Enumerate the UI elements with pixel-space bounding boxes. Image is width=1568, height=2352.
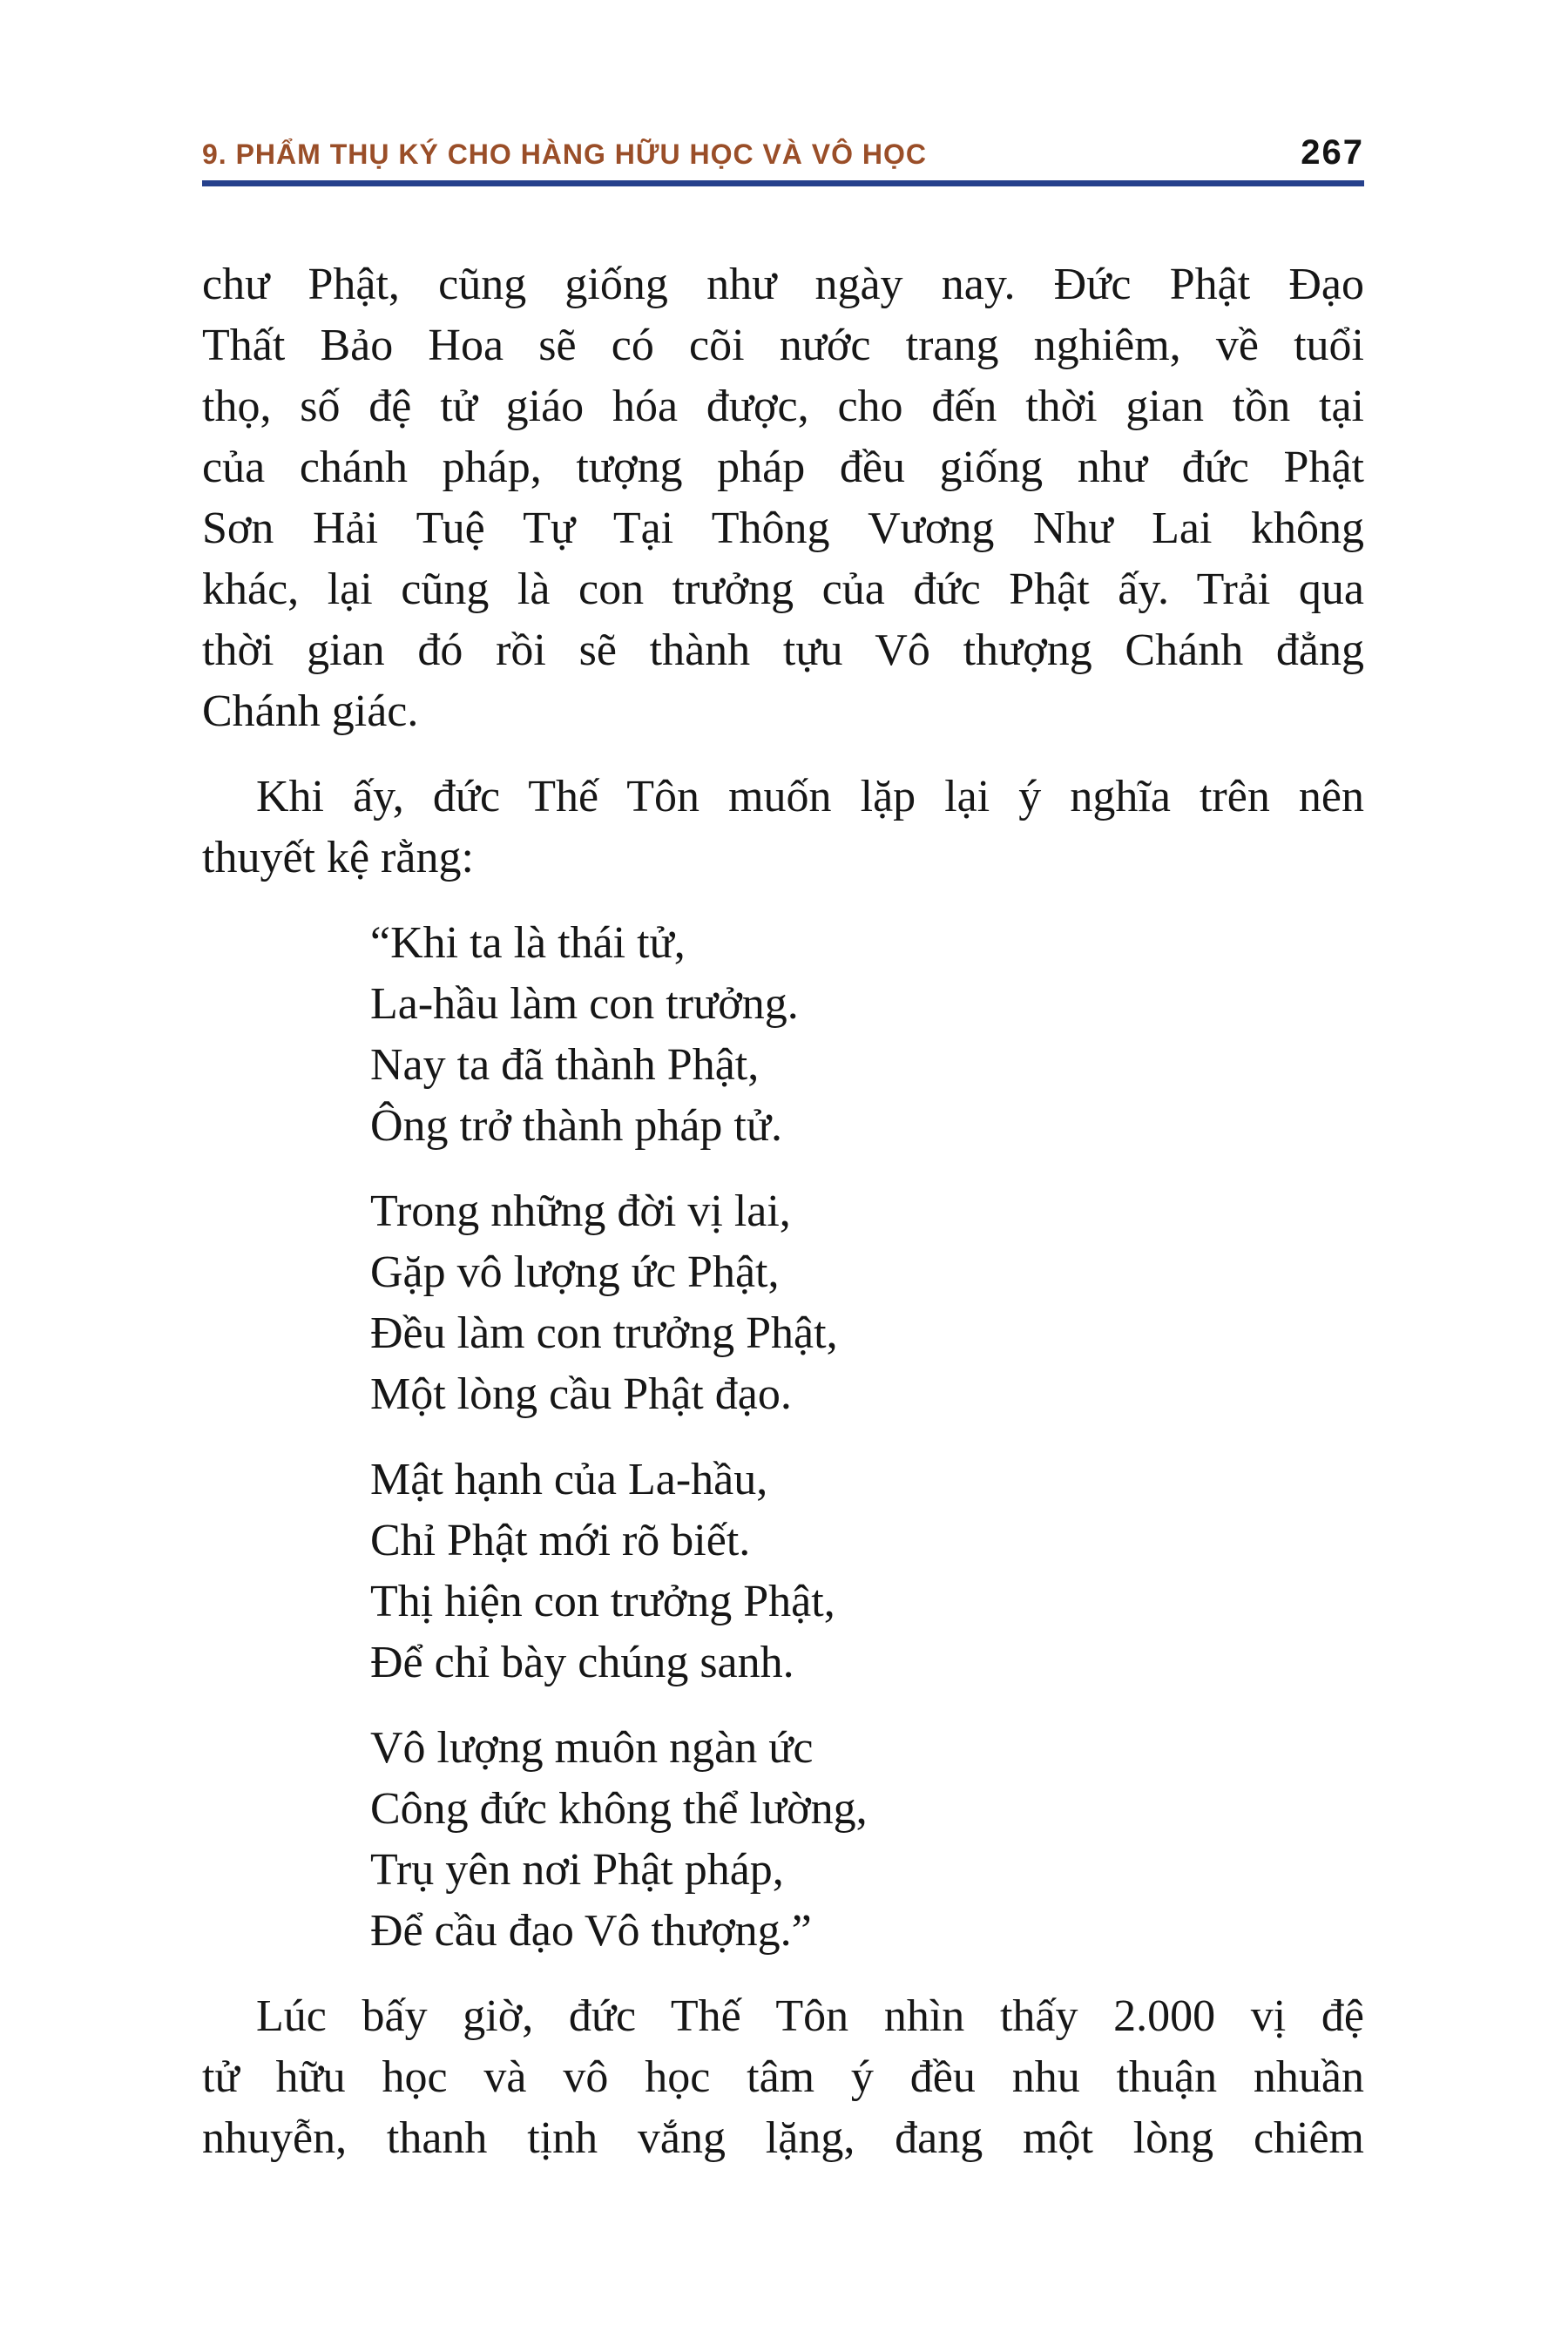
body-line: Khi ấy, đức Thế Tôn muốn lặp lại ý nghĩa trên nên (256, 772, 1364, 821)
verse-stanza-4 (370, 1718, 1364, 1962)
verse-line: “Khi ta là thái tử, (370, 918, 686, 968)
verse-line: Mật hạnh của La-hầu, (370, 1455, 768, 1504)
body-line: khác, lại cũng là con trưởng của đức Phật ấy. Trải qua (202, 564, 1364, 614)
body-line: Lúc bấy giờ, đức Thế Tôn nhìn thấy 2.000 vị đệ (256, 1991, 1364, 2041)
page-number: 267 (1301, 133, 1364, 172)
body-line: nhuyễn, thanh tịnh vắng lặng, đang một lòng chiêm (202, 2113, 1364, 2163)
body-line: Chánh giác. (202, 686, 419, 736)
body-line: thuyết kệ rằng: (202, 833, 474, 882)
body-line: chư Phật, cũng giống như ngày nay. Đức Phật Đạo (202, 260, 1364, 309)
paragraph-3 (202, 1986, 1364, 2169)
verse-line: Một lòng cầu Phật đạo. (370, 1369, 792, 1419)
verse-line: Đều làm con trưởng Phật, (370, 1308, 838, 1358)
verse-line: Ông trở thành pháp tử. (370, 1101, 783, 1151)
verse-line: La-hầu làm con trưởng. (370, 979, 799, 1029)
verse-line: Nay ta đã thành Phật, (370, 1040, 760, 1090)
verse-block (202, 913, 1364, 1962)
page-header (202, 0, 1364, 172)
verse-line: Vô lượng muôn ngàn ức (370, 1723, 814, 1773)
verse-line: Công đức không thể lường, (370, 1784, 868, 1834)
verse-line: Thị hiện con trưởng Phật, (370, 1577, 835, 1626)
body-line: thời gian đó rồi sẽ thành tựu Vô thượng Chánh đẳng (202, 625, 1364, 675)
body-line: thọ, số đệ tử giáo hóa được, cho đến thời gian tồn tại (202, 382, 1364, 431)
chapter-title: 9. PHẨM THỤ KÝ CHO HÀNG HỮU HỌC VÀ VÔ HỌC (202, 139, 928, 170)
verse-line: Để cầu đạo Vô thượng.” (370, 1906, 812, 1956)
verse-stanza-1 (370, 913, 1364, 1157)
body-line: tử hữu học và vô học tâm ý đều nhu thuận nhuần (202, 2052, 1364, 2102)
verse-line: Chỉ Phật mới rõ biết. (370, 1516, 751, 1565)
body-line: Sơn Hải Tuệ Tự Tại Thông Vương Như Lai không (202, 504, 1364, 553)
verse-stanza-3 (370, 1450, 1364, 1693)
body-line: của chánh pháp, tượng pháp đều giống như đức Phật (202, 443, 1364, 492)
body-text (202, 254, 1364, 2169)
header-divider-rule (202, 180, 1364, 186)
verse-line: Trụ yên nơi Phật pháp, (370, 1845, 784, 1895)
body-line: Thất Bảo Hoa sẽ có cõi nước trang nghiêm, về tuổi (202, 321, 1364, 370)
verse-line: Trong những đời vị lai, (370, 1186, 791, 1236)
paragraph-2 (202, 767, 1364, 889)
verse-line: Để chỉ bày chúng sanh. (370, 1638, 794, 1687)
verse-line: Gặp vô lượng ức Phật, (370, 1247, 780, 1297)
paragraph-1 (202, 254, 1364, 742)
verse-stanza-2 (370, 1181, 1364, 1425)
